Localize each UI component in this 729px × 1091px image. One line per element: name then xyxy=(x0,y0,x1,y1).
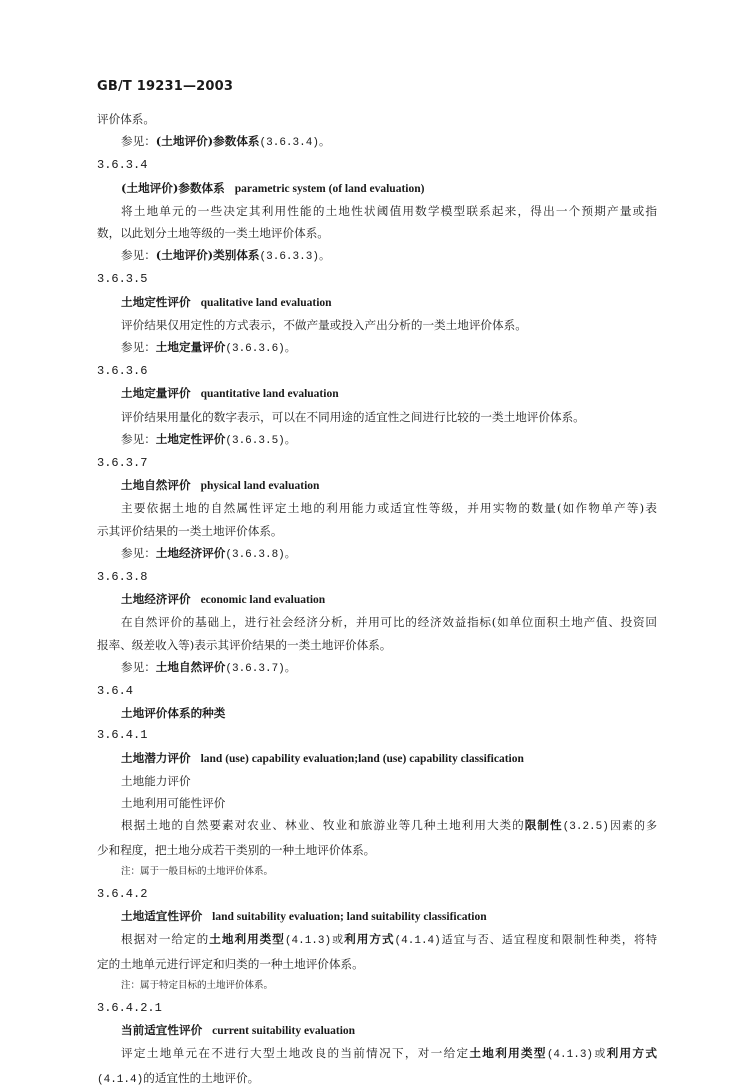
definition: 评定土地单元在不进行大型土地改良的当前情况下，对一给定土地利用类型(4.1.3)或利用方式 xyxy=(121,1046,657,1062)
clause-number: 3.6.4.1 xyxy=(97,728,148,743)
clause-number: 3.6.3.6 xyxy=(97,364,148,379)
term-heading: 当前适宜性评价 current suitability evaluation xyxy=(121,1023,356,1038)
term-heading: 土地自然评价 physical land evaluation xyxy=(121,478,320,493)
term-heading: (土地评价)参数体系 parametric system (of land evaluation) xyxy=(121,180,425,195)
clause-number: 3.6.4 xyxy=(97,684,134,699)
term-heading: 土地定性评价 qualitative land evaluation xyxy=(121,294,332,309)
term-heading: 土地定量评价 quantitative land evaluation xyxy=(121,386,339,401)
synonym: 土地利用可能性评价 xyxy=(121,796,226,811)
definition: 主要依据土地的自然属性评定土地的利用能力或适宜性等级，并用实物的数量(如作物单产等)表 xyxy=(121,501,657,516)
definition: 根据对一给定的土地利用类型(4.1.3)或利用方式(4.1.4)适宜与否、适宜程度和限制性种类，将特 xyxy=(121,932,657,948)
document-body xyxy=(97,108,657,1091)
clause-number: 3.6.4.2.1 xyxy=(97,1000,162,1015)
note: 注：属于一般目标的土地评价体系。 xyxy=(121,865,274,877)
continued-text: 评价体系。 xyxy=(97,112,155,126)
clause-number: 3.6.3.8 xyxy=(97,570,148,585)
clause-number: 3.6.3.7 xyxy=(97,456,148,471)
synonym: 土地能力评价 xyxy=(121,773,191,788)
clause-number: 3.6.4.2 xyxy=(97,886,148,901)
see-also: 参见：土地定量评价(3.6.3.6)。 xyxy=(121,340,296,356)
term-heading: 土地适宜性评价 land suitability evaluation; land suitability classification xyxy=(121,909,487,924)
definition-cont: (4.1.4)的适宜性的土地评价。 xyxy=(97,1070,260,1086)
clause-number: 3.6.3.4 xyxy=(97,158,148,173)
definition-cont: 报率、级差收入等)表示其评价结果的一类土地评价体系。 xyxy=(97,637,392,652)
see-also: 参见：土地自然评价(3.6.3.7)。 xyxy=(121,659,296,675)
see-also: 参见：(土地评价)参数体系(3.6.3.4)。 xyxy=(121,134,330,150)
see-also: 参见：(土地评价)类别体系(3.6.3.3)。 xyxy=(121,248,330,264)
see-also: 参见：土地经济评价(3.6.3.8)。 xyxy=(121,545,296,561)
section-title: 土地评价体系的种类 xyxy=(121,706,226,721)
definition-cont: 少和程度，把土地分成若干类别的一种土地评价体系。 xyxy=(97,842,376,857)
definition-cont: 定的土地单元进行评定和归类的一种土地评价体系。 xyxy=(97,956,364,971)
standard-number-header: GB/T 19231—2003 xyxy=(97,79,234,94)
clause-number: 3.6.3.5 xyxy=(97,272,148,287)
definition: 在自然评价的基础上，进行社会经济分析，并用可比的经济效益指标(如单位面积土地产值、投资回 xyxy=(121,615,657,630)
note: 注：属于特定目标的土地评价体系。 xyxy=(121,979,274,991)
see-also: 参见：土地定性评价(3.6.3.5)。 xyxy=(121,431,296,447)
definition: 评价结果用量化的数字表示，可以在不同用途的适宜性之间进行比较的一类土地评价体系。 xyxy=(121,409,585,424)
definition-cont: 示其评价结果的一类土地评价体系。 xyxy=(97,523,283,538)
definition: 评价结果仅用定性的方式表示，不做产量或投入产出分析的一类土地评价体系。 xyxy=(121,317,527,332)
term-heading: 土地经济评价 economic land evaluation xyxy=(121,592,326,607)
term-heading: 土地潜力评价 land (use) capability evaluation;land (use) capability classification xyxy=(121,750,524,765)
definition: 根据土地的自然要素对农业、林业、牧业和旅游业等几种土地利用大类的限制性(3.2.5)因素的多 xyxy=(121,818,657,834)
definition-cont: 数，以此划分土地等级的一类土地评价体系。 xyxy=(97,226,329,241)
definition: 将土地单元的一些决定其利用性能的土地性状阈值用数学模型联系起来，得出一个预期产量或指 xyxy=(121,203,657,218)
